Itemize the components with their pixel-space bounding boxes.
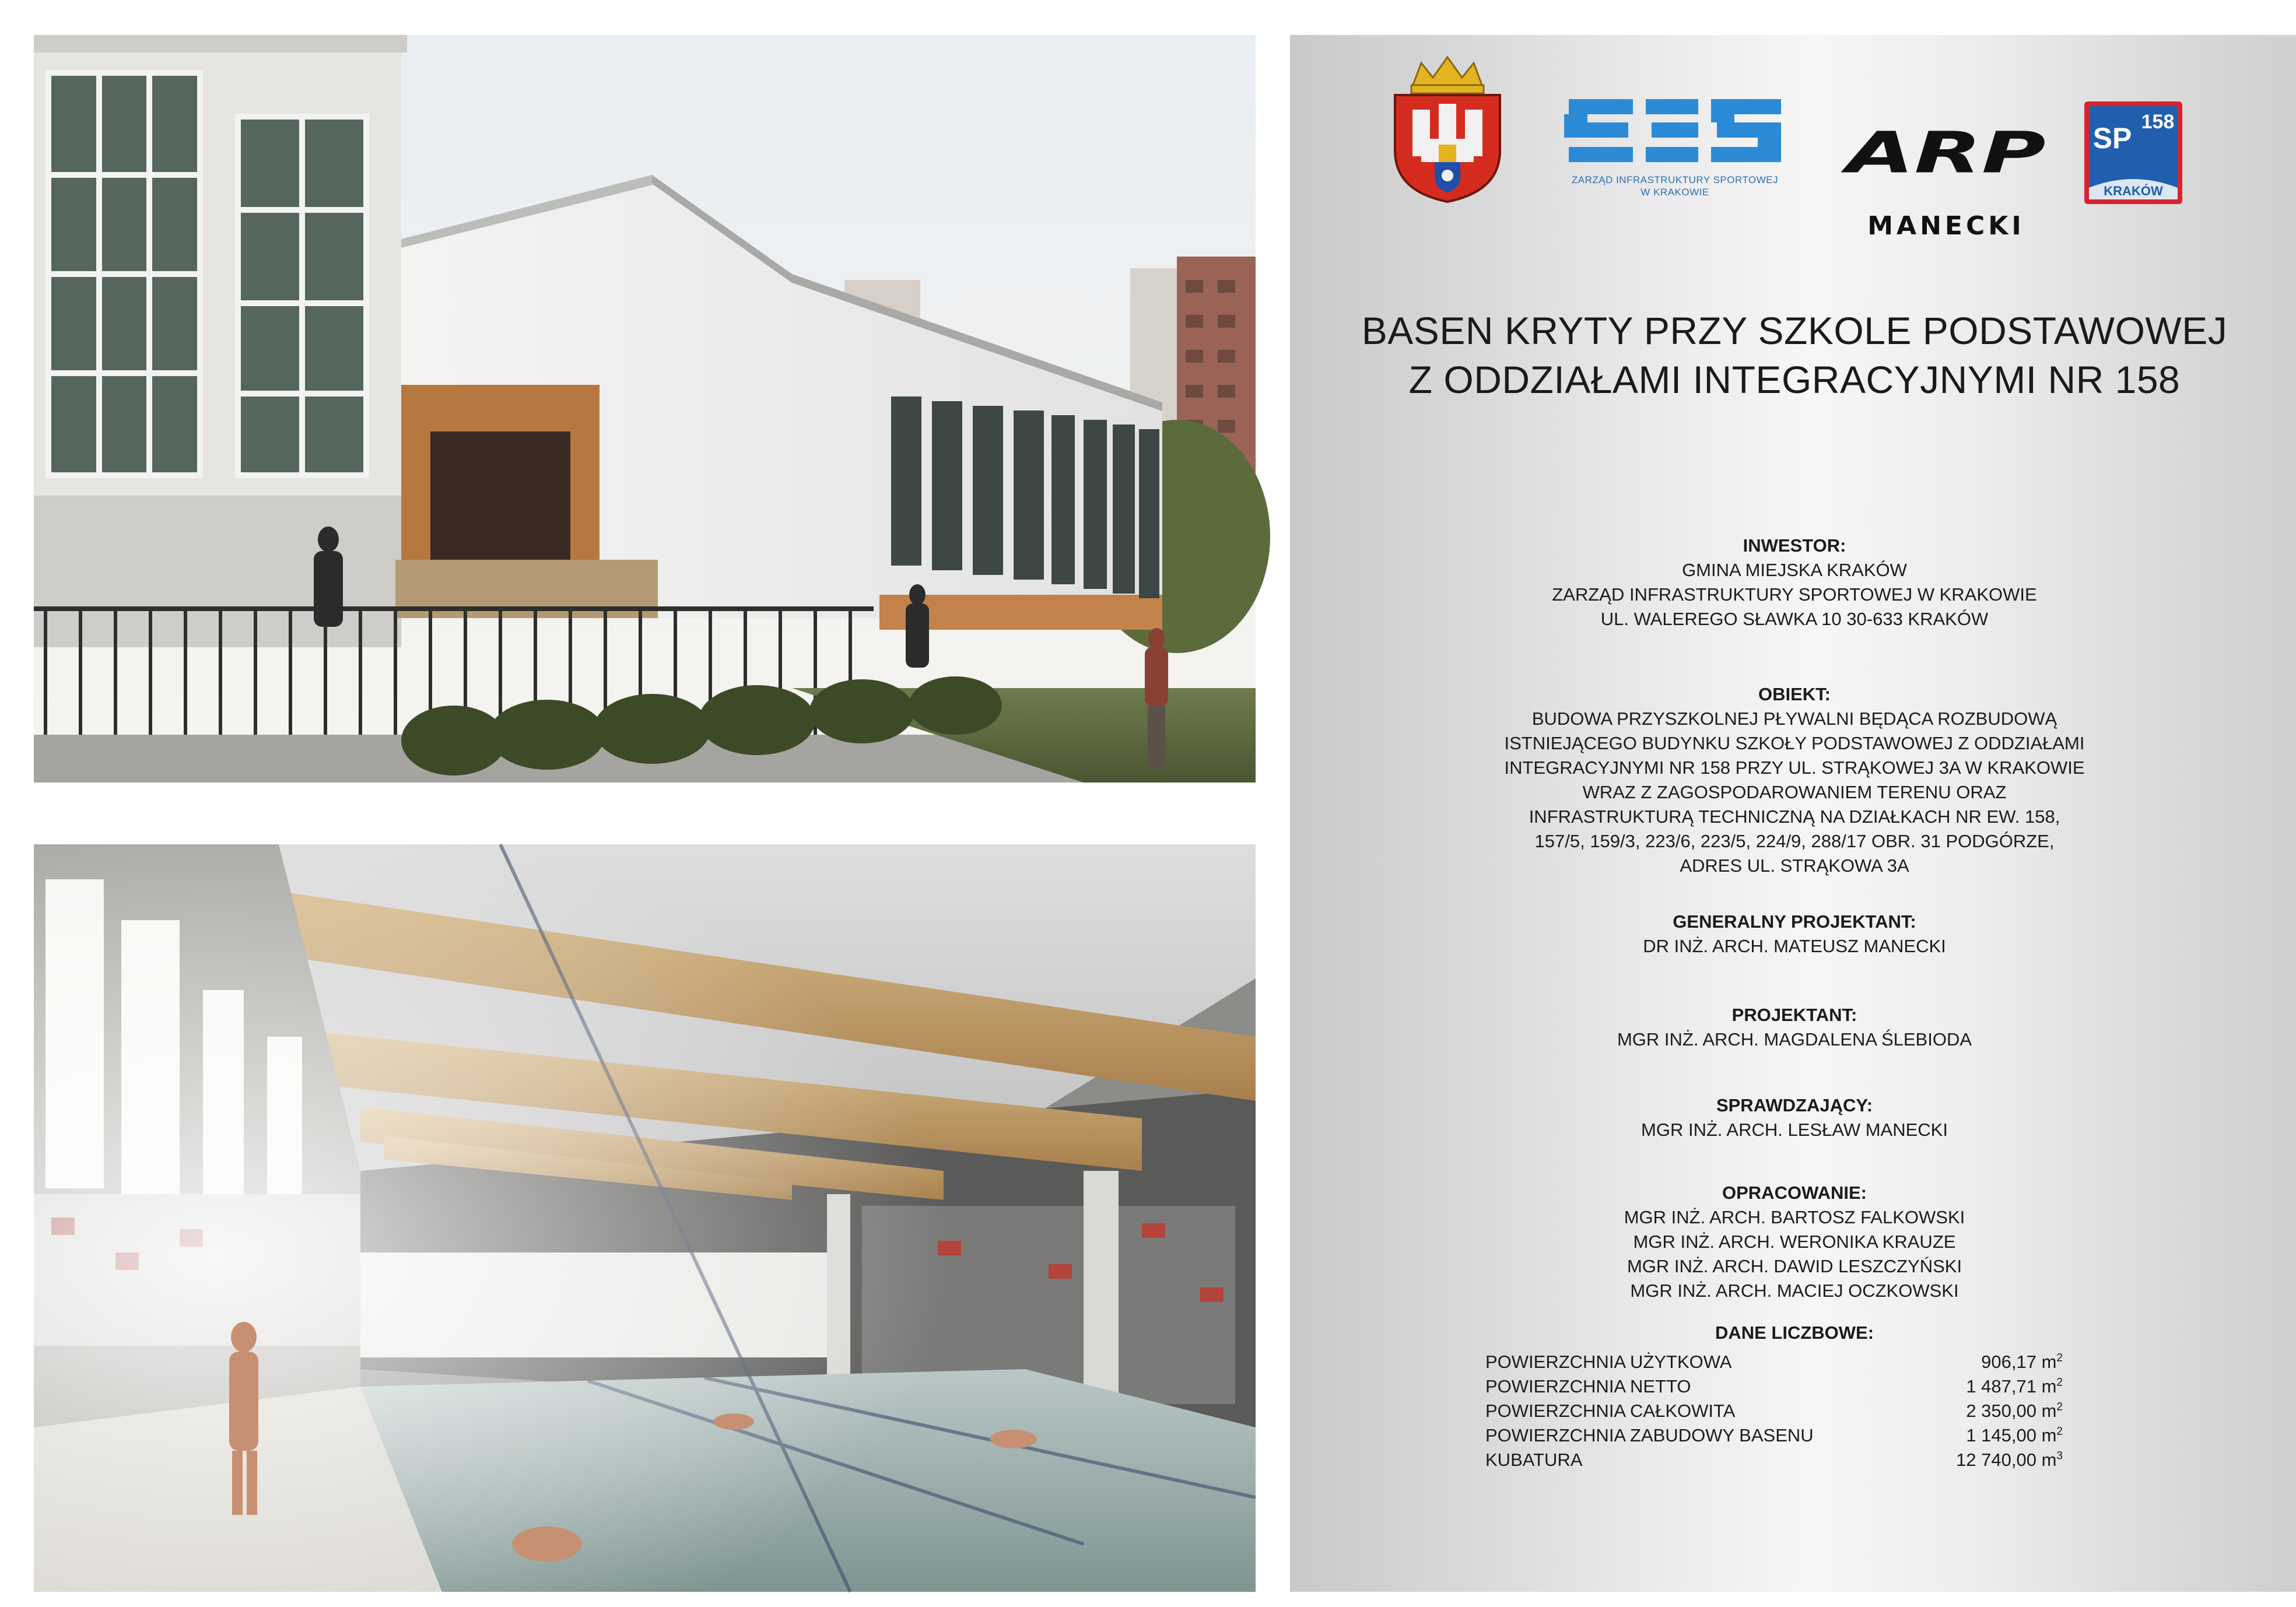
zis-caption xyxy=(1564,174,1786,198)
dane-label: POWIERZCHNIA ZABUDOWY BASENU xyxy=(1485,1425,1814,1445)
dane-value: 12 740,00 $m^3$ xyxy=(1956,1450,2063,1470)
opracowanie-section xyxy=(1331,1181,2258,1303)
exterior-render-image xyxy=(34,35,1256,783)
dane-label: POWIERZCHNIA UŻYTKOWA xyxy=(1485,1352,1732,1372)
dane-value: 2 350,00 $m^2$ xyxy=(1966,1401,2063,1421)
sprawdzajacy-heading: SPRAWDZAJĄCY: xyxy=(1716,1095,1873,1115)
obiekt-line: ISTNIEJĄCEGO BUDYNKU SZKOŁY PODSTAWOWEJ Z ODDZIAŁAMI xyxy=(1504,733,2085,753)
zis-logo xyxy=(1564,99,1786,239)
dane-label: KUBATURA xyxy=(1485,1450,1583,1470)
zis-caption-line-1: ZARZĄD INFRASTRUKTURY SPORTOWEJ xyxy=(1571,174,1779,185)
arp-caption: MANECKI xyxy=(1867,211,2025,241)
generalny-projektant-section xyxy=(1331,910,2258,959)
project-info-panel xyxy=(1290,35,2296,1592)
arp-manecki-logo xyxy=(1846,100,2046,241)
generalny-projektant-heading: GENERALNY PROJEKTANT: xyxy=(1673,911,1916,932)
sp-city: KRAKÓW xyxy=(2104,184,2163,198)
opracowanie-name: MGR INŻ. ARCH. WERONIKA KRAUZE xyxy=(1633,1231,1956,1252)
dane-row xyxy=(1485,1399,2063,1423)
dane-row xyxy=(1485,1423,2063,1448)
obiekt-line: ADRES UL. STRĄKOWA 3A xyxy=(1680,855,1909,876)
obiekt-section xyxy=(1331,682,2258,878)
interior-render-image xyxy=(34,844,1256,1592)
projektant-heading: PROJEKTANT: xyxy=(1731,1005,1857,1025)
opracowanie-name: MGR INŻ. ARCH. DAWID LESZCZYŃSKI xyxy=(1627,1256,1962,1276)
dane-liczbowe-table xyxy=(1485,1350,2063,1472)
zis-caption-line-2: W KRAKOWIE xyxy=(1640,187,1709,198)
obiekt-line: WRAZ Z ZAGOSPODAROWANIEM TERENU ORAZ xyxy=(1582,782,2007,802)
sp158-school-logo xyxy=(2083,100,2183,205)
sp-number: 158 xyxy=(2141,111,2175,133)
dane-liczbowe-section xyxy=(1331,1321,2258,1470)
arp-wordmark: ARP xyxy=(1846,120,2046,186)
dane-value: 906,17 $m^2$ xyxy=(1981,1352,2063,1372)
project-title xyxy=(1337,306,2252,404)
inwestor-line: ZARZĄD INFRASTRUKTURY SPORTOWEJ W KRAKOWIE xyxy=(1552,584,2037,605)
dane-label: POWIERZCHNIA CAŁKOWITA xyxy=(1485,1401,1736,1421)
dane-row xyxy=(1485,1350,2063,1374)
obiekt-heading: OBIEKT: xyxy=(1758,684,1831,704)
dane-label: POWIERZCHNIA NETTO xyxy=(1485,1376,1691,1397)
krakow-coat-of-arms-logo xyxy=(1389,51,1506,204)
inwestor-heading: INWESTOR: xyxy=(1743,535,1846,556)
dane-row xyxy=(1485,1448,2063,1472)
dane-row xyxy=(1485,1374,2063,1399)
projektant-section xyxy=(1331,1003,2258,1052)
sp-text: SP xyxy=(2092,122,2132,155)
sprawdzajacy-section xyxy=(1331,1093,2258,1142)
obiekt-line: INFRASTRUKTURĄ TECHNICZNĄ NA DZIAŁKACH NR EW. 158, xyxy=(1529,806,2060,827)
generalny-projektant-name: DR INŻ. ARCH. MATEUSZ MANECKI xyxy=(1643,936,1946,956)
dane-value: 1 145,00 $m^2$ xyxy=(1966,1425,2063,1445)
sprawdzajacy-name: MGR INŻ. ARCH. LESŁAW MANECKI xyxy=(1641,1120,1948,1140)
projektant-name: MGR INŻ. ARCH. MAGDALENA ŚLEBIODA xyxy=(1617,1029,1972,1050)
opracowanie-heading: OPRACOWANIE: xyxy=(1722,1183,1867,1203)
obiekt-line: INTEGRACYJNYMI NR 158 PRZY UL. STRĄKOWEJ 3A W KRAKOWIE xyxy=(1504,757,2085,778)
title-line-1: BASEN KRYTY PRZY SZKOLE PODSTAWOWEJ xyxy=(1361,309,2228,352)
dane-liczbowe-heading: DANE LICZBOWE: xyxy=(1715,1322,1874,1343)
inwestor-section xyxy=(1331,534,2258,631)
obiekt-line: 157/5, 159/3, 223/6, 223/5, 224/9, 288/17 OBR. 31 PODGÓRZE, xyxy=(1534,831,2055,851)
title-line-2: Z ODDZIAŁAMI INTEGRACYJNYMI NR 158 xyxy=(1408,358,2181,401)
opracowanie-name: MGR INŻ. ARCH. MACIEJ OCZKOWSKI xyxy=(1630,1280,1959,1301)
inwestor-line: GMINA MIEJSKA KRAKÓW xyxy=(1682,560,1907,580)
opracowanie-name: MGR INŻ. ARCH. BARTOSZ FALKOWSKI xyxy=(1624,1207,1965,1227)
inwestor-line: UL. WALEREGO SŁAWKA 10 30-633 KRAKÓW xyxy=(1600,609,1989,629)
dane-value: 1 487,71 $m^2$ xyxy=(1966,1376,2063,1397)
obiekt-line: BUDOWA PRZYSZKOLNEJ PŁYWALNI BĘDĄCA ROZBUDOWĄ xyxy=(1531,708,2057,729)
